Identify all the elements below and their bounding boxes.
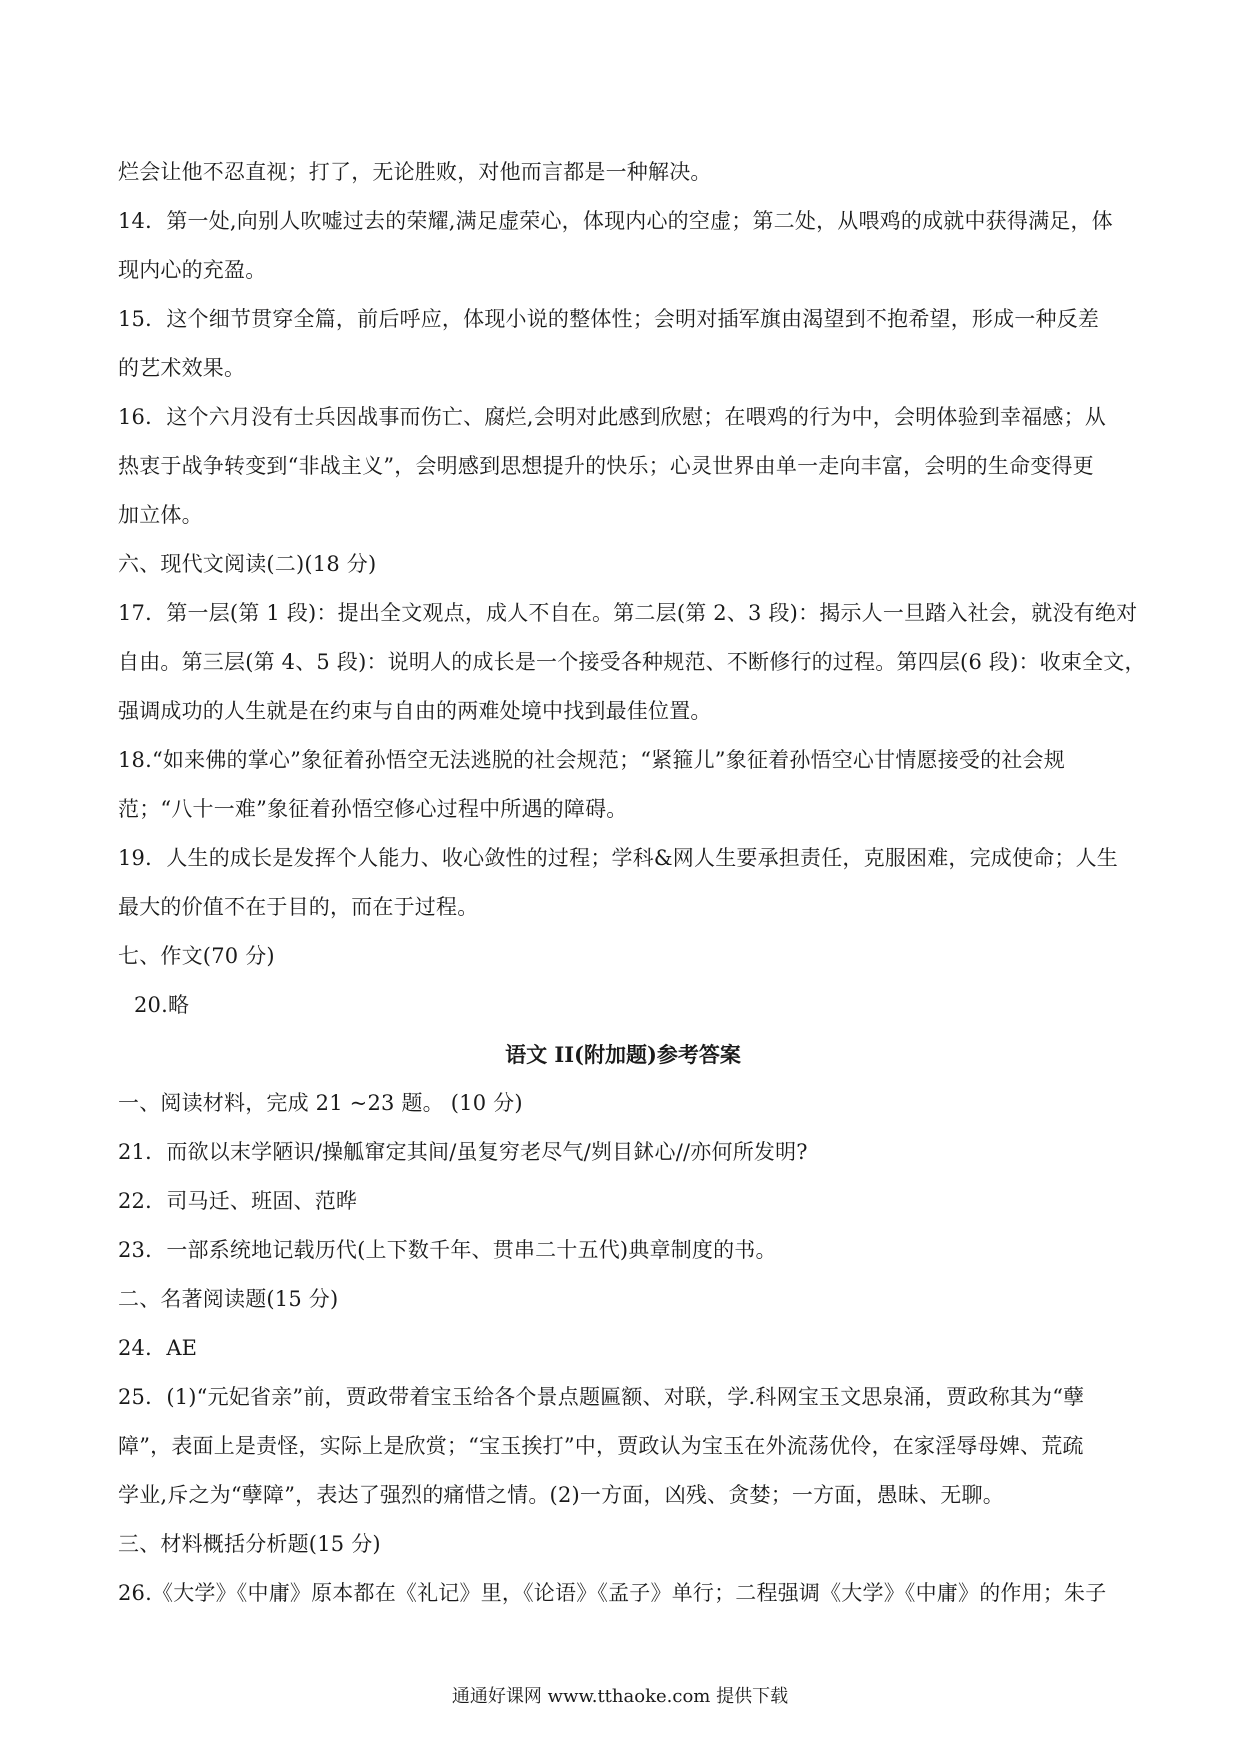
text-line: 热衷于战争转变到“非战主义”，会明感到思想提升的快乐；心灵世界由单一走向丰富，会明的生命变得更 bbox=[118, 454, 1094, 478]
text-line: 24．AE bbox=[118, 1336, 198, 1360]
answer-block-part2 bbox=[118, 1079, 1128, 1618]
section-heading: 一、阅读材料，完成 21 ~23 题。 (10 分) bbox=[118, 1091, 523, 1115]
text-line: 20.略 bbox=[134, 993, 190, 1017]
text-line: 21．而欲以末学陋识/操觚窜定其间/虽复穷老尽气/刿目鉥心//亦何所发明? bbox=[118, 1140, 808, 1164]
page-footer: 通通好课网 www.tthaoke.com 提供下载 bbox=[451, 1686, 789, 1707]
section-heading: 七、作文(70 分) bbox=[118, 944, 275, 968]
section-heading: 三、材料概括分析题(15 分) bbox=[118, 1532, 381, 1556]
text-line: 障”，表面上是责怪，实际上是欣赏；“宝玉挨打”中，贾政认为宝玉在外流荡优伶，在家淫辱母婢、荒疏 bbox=[118, 1434, 1084, 1458]
text-line: 14．第一处,向别人吹嘘过去的荣耀,满足虚荣心，体现内心的空虚；第二处，从喂鸡的成就中获得满足，体 bbox=[118, 209, 1113, 233]
text-line: 19．人生的成长是发挥个人能力、收心敛性的过程；学科&网人生要承担责任，克服困难，完成使命；人生 bbox=[118, 846, 1119, 870]
text-line: 最大的价值不在于目的，而在于过程。 bbox=[118, 895, 479, 919]
text-line: 18.“如来佛的掌心”象征着孙悟空无法逃脱的社会规范；“紧箍儿”象征着孙悟空心甘情愿接受的社会规 bbox=[118, 748, 1065, 772]
answer-block-part1 bbox=[118, 148, 1146, 1030]
section-heading: 六、现代文阅读(二)(18 分) bbox=[118, 552, 377, 576]
section-heading: 二、名著阅读题(15 分) bbox=[118, 1287, 339, 1311]
text-line: 烂会让他不忍直视；打了，无论胜败，对他而言都是一种解决。 bbox=[118, 160, 712, 184]
text-line: 强调成功的人生就是在约束与自由的两难处境中找到最佳位置。 bbox=[118, 699, 712, 723]
text-line: 范；“八十一难”象征着孙悟空修心过程中所遇的障碍。 bbox=[118, 797, 628, 821]
text-line: 23．一部系统地记载历代(上下数千年、贯串二十五代)典章制度的书。 bbox=[118, 1238, 777, 1262]
text-line: 15．这个细节贯穿全篇，前后呼应，体现小说的整体性；会明对插军旗由渴望到不抱希望，形成一种反差 bbox=[118, 307, 1100, 331]
text-line: 22．司马迁、班固、范晔 bbox=[118, 1189, 358, 1213]
section-title: 语文 II(附加题)参考答案 bbox=[505, 1042, 741, 1067]
text-line: 17．第一层(第 1 段)：提出全文观点，成人不自在。第二层(第 2、3 段)：揭示人一旦踏入社会，就没有绝对 bbox=[118, 601, 1138, 625]
text-line: 25．(1)“元妃省亲”前，贾政带着宝玉给各个景点题匾额、对联，学.科网宝玉文思泉涌，贾政称其为“孽 bbox=[118, 1385, 1085, 1409]
text-line: 加立体。 bbox=[118, 503, 203, 527]
text-line: 学业,斥之为“孽障”，表达了强烈的痛惜之情。(2)一方面，凶残、贪婪；一方面，愚昧、无聊。 bbox=[118, 1483, 1004, 1507]
text-line: 的艺术效果。 bbox=[118, 356, 246, 380]
text-line: 自由。第三层(第 4、5 段)：说明人的成长是一个接受各种规范、不断修行的过程。第四层(6 段)：收束全文， bbox=[118, 650, 1146, 674]
text-line: 16．这个六月没有士兵因战事而伤亡、腐烂,会明对此感到欣慰；在喂鸡的行为中，会明体验到幸福感；从 bbox=[118, 405, 1106, 429]
text-line: 现内心的充盈。 bbox=[118, 258, 267, 282]
document-page bbox=[118, 148, 1146, 1618]
text-line: 26.《大学》《中庸》原本都在《礼记》里，《论语》《孟子》单行；二程强调《大学》《中庸》的作用；朱子 bbox=[118, 1581, 1107, 1605]
